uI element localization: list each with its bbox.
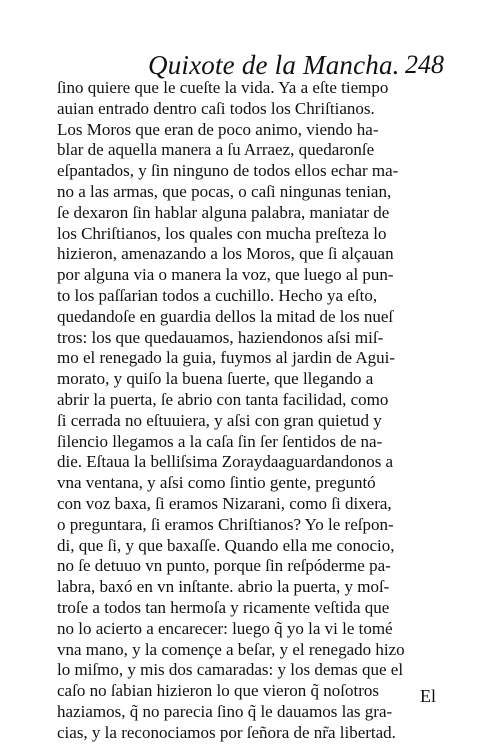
text-line: ſilencio llegamos a la caſa ſin ſer ſentidos de na-	[57, 431, 383, 451]
running-title: Quixote de la Mancha.	[148, 50, 400, 80]
text-line: no ſe detuuo vn punto, porque ſin reſpóderme pa-	[57, 556, 391, 576]
text-line: caſo no ſabian hizieron lo que vieron q̃ noſotros	[57, 681, 379, 701]
text-line: di, que ſi, y que baxaſſe. Quando ella me conocio,	[57, 535, 395, 555]
page-number: 248	[405, 50, 444, 79]
text-line: cias, y la reconociamos por ſeñora de nr̃a libertad.	[57, 722, 396, 742]
text-line: lo miſmo, y mis dos camaradas: y los demas que el	[57, 660, 404, 680]
text-line: no lo acierto a encarecer: luego q̃ yo la vi le tomé	[57, 618, 393, 638]
text-line: o preguntara, ſi eramos Chriſtianos? Yo le reſpon-	[57, 514, 394, 534]
text-line: labra, baxó en vn inſtante. abrio la puerta, y moſ-	[57, 577, 390, 597]
text-line: eſpantados, y ſin ninguno de todos ellos echar ma-	[57, 161, 399, 181]
text-line: ſe dexaron ſin hablar alguna palabra, maniatar de	[57, 202, 390, 222]
text-line: quedandoſe en guardia dellos la mitad de los nueſ	[57, 306, 394, 326]
text-line: troſe a todos tan hermoſa y ricamente veſtida que	[57, 597, 390, 617]
text-line: con voz baxa, ſi eramos Nizarani, como ſi dixera,	[57, 493, 392, 513]
text-line: die. Eſtaua la belliſsima Zoraydaaguardandonos a	[57, 452, 394, 472]
text-line: no a las armas, que pocas, o caſi ningunas tenian,	[57, 181, 392, 201]
text-line: ſi cerrada no eſtuuiera, y aſsi con gran quietud y	[57, 410, 382, 430]
text-line: tros: los que quedauamos, haziendonos aſsi miſ-	[57, 327, 384, 347]
catchword: El	[420, 686, 436, 706]
text-line: por alguna via o manera la voz, que luego al pun-	[57, 265, 394, 285]
text-line: mo el renegado la guia, fuymos al jardin de Agui-	[57, 348, 396, 368]
text-line: ſino quiere que le cueſte la vida. Ya a eſte tiempo	[57, 78, 389, 97]
body-text	[57, 78, 445, 744]
page-header	[148, 50, 448, 80]
text-line: hizieron, amenazando a los Moros, que ſi alçauan	[57, 244, 394, 264]
text-line: vna ventana, y aſsi como ſintio gente, preguntó	[57, 473, 376, 493]
text-line: haziamos, q̃ no parecia ſino q̃ le dauamos las gra-	[57, 701, 393, 721]
text-line: to los paſſarian todos a cuchillo. Hecho ya eſto,	[57, 285, 378, 305]
text-line: abrir la puerta, ſe abrio con tanta facilidad, como	[57, 389, 389, 409]
text-line: blar de aquella manera a ſu Arraez, quedaronſe	[57, 140, 375, 160]
text-line: vna mano, y la començe a beſar, y el renegado hizo	[57, 639, 405, 659]
text-line: morato, y quiſo la buena ſuerte, que llegando a	[57, 369, 374, 389]
text-line: Los Moros que eran de poco animo, viendo ha-	[57, 119, 379, 139]
text-line: auian entrado dentro caſi todos los Chriſtianos.	[57, 98, 375, 118]
text-line: los Chriſtianos, los quales con mucha preſteza lo	[57, 223, 387, 243]
